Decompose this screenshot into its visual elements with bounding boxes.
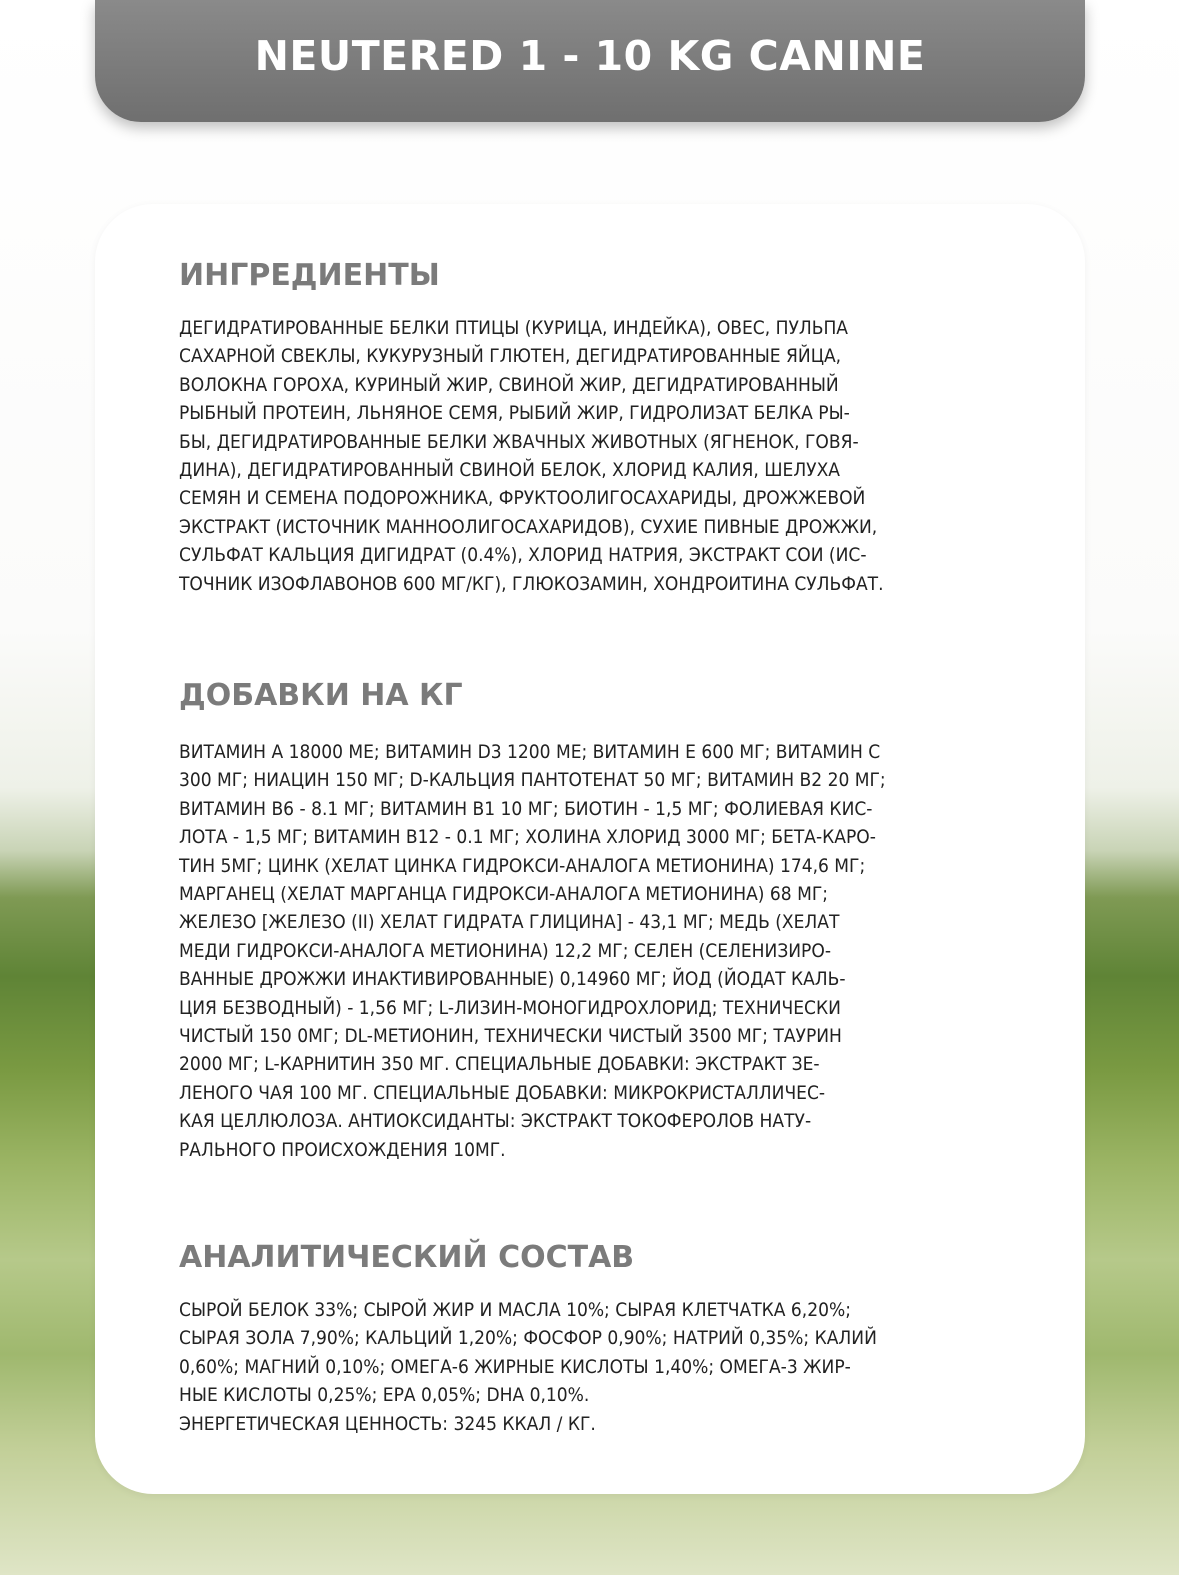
additives-text: ВИТАМИН А 18000 МЕ; ВИТАМИН D3 1200 МЕ; ВИТАМИН Е 600 МГ; ВИТАМИН С 300 МГ; НИАЦИН 150 МГ; D-КАЛЬЦИЯ ПАНТОТЕНАТ 50 МГ; ВИТАМИН В2 20 МГ; ВИТАМИН В6 - 8.1 МГ; ВИТАМИН В1 10 МГ; БИОТИН - 1,5 МГ; ФОЛИЕВАЯ КИС- ЛОТА - 1,5 МГ; ВИТАМИН В12 - 0.1 МГ; ХОЛИНА ХЛОРИД 3000 МГ; БЕТА-КАРО- ТИН 5МГ; ЦИНК (ХЕЛАТ ЦИНКА ГИДРОКСИ-АНАЛОГА МЕТИОНИНА) 174,6 МГ; МАРГАНЕЦ (ХЕЛАТ МАРГАНЦА ГИДРОКСИ-АНАЛОГА МЕТИОНИНА) 68 МГ; ЖЕЛЕЗО [ЖЕЛЕЗО (II) ХЕЛАТ ГИДРАТА ГЛИЦИНА] - 43,1 МГ; МЕДЬ (ХЕЛАТ МЕДИ ГИДРОКСИ-АНАЛОГА МЕТИОНИНА) 12,2 МГ; СЕЛЕН (СЕЛЕНИЗИРО- ВАННЫЕ ДРОЖЖИ ИНАКТИВИРОВАННЫЕ) 0,14960 МГ; ЙОД (ЙОДАТ КАЛЬ- ЦИЯ БЕЗВОДНЫЙ) - 1,56 МГ; L-ЛИЗИН-МОНОГИДРОХЛОРИД; ТЕХНИЧЕСКИ ЧИСТЫЙ 150 0МГ; DL-МЕТИОНИН, ТЕХНИЧЕСКИ ЧИСТЫЙ 3500 МГ; ТАУРИН 2000 МГ; L-КАРНИТИН 350 МГ. СПЕЦИАЛЬНЫЕ ДОБАВКИ: ЭКСТРАКТ ЗЕ- ЛЕНОГО ЧАЯ 100 МГ. СПЕЦИАЛЬНЫЕ ДОБАВКИ: МИКРОКРИСТАЛЛИЧЕС- КАЯ ЦЕЛЛЮЛОЗА. АНТИОКСИДАНТЫ: ЭКСТРАКТ ТОКОФЕРОЛОВ НАТУ- РАЛЬНОГО ПРОИСХОЖДЕНИЯ 10МГ. [179,741,886,1161]
header-banner [95,0,1085,122]
analytical-composition-heading: АНАЛИТИЧЕСКИЙ СОСТАВ [179,1240,635,1275]
ingredients-text: ДЕГИДРАТИРОВАННЫЕ БЕЛКИ ПТИЦЫ (КУРИЦА, ИНДЕЙКА), ОВЕС, ПУЛЬПА САХАРНОЙ СВЕКЛЫ, КУКУРУЗНЫЙ ГЛЮТЕН, ДЕГИДРАТИРОВАННЫЕ ЯЙЦА, ВОЛОКНА ГОРОХА, КУРИНЫЙ ЖИР, СВИНОЙ ЖИР, ДЕГИДРАТИРОВАННЫЙ РЫБНЫЙ ПРОТЕИН, ЛЬНЯНОЕ СЕМЯ, РЫБИЙ ЖИР, ГИДРОЛИЗАТ БЕЛКА РЫ- БЫ, ДЕГИДРАТИРОВАННЫЕ БЕЛКИ ЖВАЧНЫХ ЖИВОТНЫХ (ЯГНЕНОК, ГОВЯ- ДИНА), ДЕГИДРАТИРОВАННЫЙ СВИНОЙ БЕЛОК, ХЛОРИД КАЛИЯ, ШЕЛУХА СЕМЯН И СЕМЕНА ПОДОРОЖНИКА, ФРУКТООЛИГОСАХАРИДЫ, ДРОЖЖЕВОЙ ЭКСТРАКТ (ИСТОЧНИК МАННООЛИГОСАХАРИДОВ), СУХИЕ ПИВНЫЕ ДРОЖЖИ, СУЛЬФАТ КАЛЬЦИЯ ДИГИДРАТ (0.4%), ХЛОРИД НАТРИЯ, ЭКСТРАКТ СОИ (ИС- ТОЧНИК ИЗОФЛАВОНОВ 600 МГ/КГ), ГЛЮКОЗАМИН, ХОНДРОИТИНА СУЛЬФАТ. [179,317,884,595]
analytical-composition-text: СЫРОЙ БЕЛОК 33%; СЫРОЙ ЖИР И МАСЛА 10%; СЫРАЯ КЛЕТЧАТКА 6,20%; СЫРАЯ ЗОЛА 7,90%; КАЛЬЦИЙ 1,20%; ФОСФОР 0,90%; НАТРИЙ 0,35%; КАЛИЙ 0,60%; МАГНИЙ 0,10%; ОМЕГА-6 ЖИРНЫЕ КИСЛОТЫ 1,40%; ОМЕГА-3 ЖИР- НЫЕ КИСЛОТЫ 0,25%; ЕРА 0,05%; DHA 0,10%. ЭНЕРГЕТИЧЕСКАЯ ЦЕННОСТЬ: 3245 ККАЛ / КГ. [179,1299,877,1435]
ingredients-heading: ИНГРЕДИЕНТЫ [179,258,440,293]
content-card [95,204,1085,1494]
additives-heading: ДОБАВКИ НА КГ [179,678,463,713]
page-title: NEUTERED 1 - 10 KG CANINE [254,32,926,80]
